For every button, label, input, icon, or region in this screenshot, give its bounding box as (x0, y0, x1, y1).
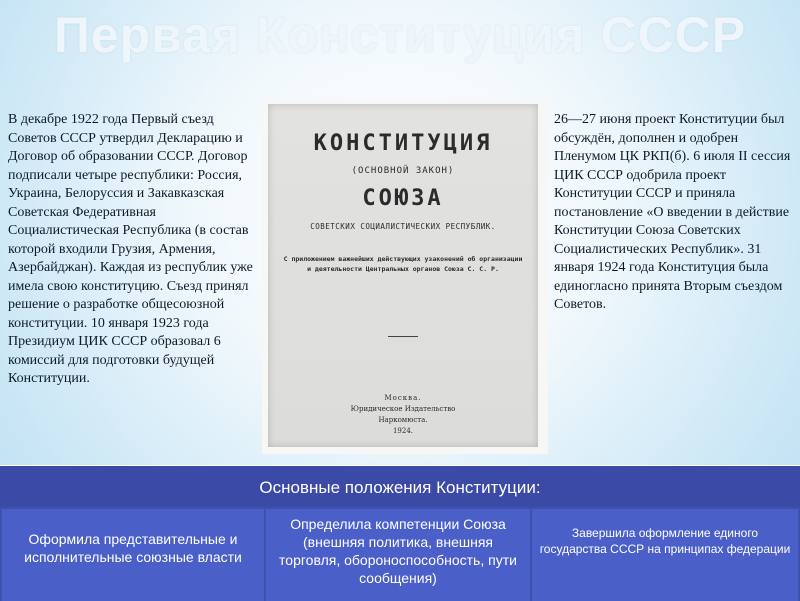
provisions-cell-federation: Завершила оформление единого государства СССР на принципах федерации (532, 509, 798, 601)
book-cover-union: СОЮЗА (362, 186, 444, 211)
constitution-book-photo (262, 99, 548, 454)
provisions-table-header: Основные положения Конституции: (0, 466, 800, 507)
provisions-table (0, 465, 800, 601)
book-cover-title: КОНСТИТУЦИЯ (313, 131, 493, 156)
book-cover-divider (388, 336, 418, 337)
book-cover-appendix: С приложением важнейших действующих узаконений об организации и деятельности Центральных органов Союза С. С. Р. (283, 255, 523, 273)
book-cover-soviet: СОВЕТСКИХ СОЦИАЛИСТИЧЕСКИХ РЕСПУБЛИК. (310, 222, 496, 231)
provisions-cell-competence: Определила компетенции Союза (внешняя политика, внешняя торговля, обороноспособность, пути сообщения) (266, 509, 530, 601)
slide-title: Первая Конституция СССР (53, 7, 747, 63)
provisions-cell-authorities: Оформила представительные и исполнительные союзные власти (2, 509, 264, 601)
book-cover-year: 1924. (392, 427, 414, 435)
book-cover-publisher: Юридическое Издательство (350, 405, 456, 413)
book-cover-agency: Наркомюста. (378, 416, 428, 424)
book-cover (268, 104, 538, 447)
book-cover-city: Москва. (384, 394, 422, 402)
book-cover-subtitle: (ОСНОВНОЙ ЗАКОН) (351, 166, 455, 176)
right-text-block: 26—27 июня проект Конституции был обсуждён, дополнен и одобрен Пленумом ЦК РКП(б). 6 июля II сессия ЦИК СССР одобрила проект Конституции СССР и приняла постановление «О введении в действие Конституции Союза Советских Социалистических Республик». 31 января 1924 года Конституция была единогласно принята Вторым съездом Советов. (554, 112, 791, 312)
left-text-block: В декабре 1922 года Первый съезд Советов СССР утвердил Декларацию и Договор об образовании СССР. Договор подписали четыре республики: Россия, Украина, Белоруссия и Закавказская Советская Федеративная Социалистическая Республика (в состав которой входили Грузия, Армения, Азербайджан). Каждая из республик уже имела свою конституцию. Съезд принял решение о разработке общесоюзной конституции. 10 января 1923 года Президиум ЦИК СССР образовал 6 комиссий для подготовки будущей Конституции. (8, 112, 253, 386)
